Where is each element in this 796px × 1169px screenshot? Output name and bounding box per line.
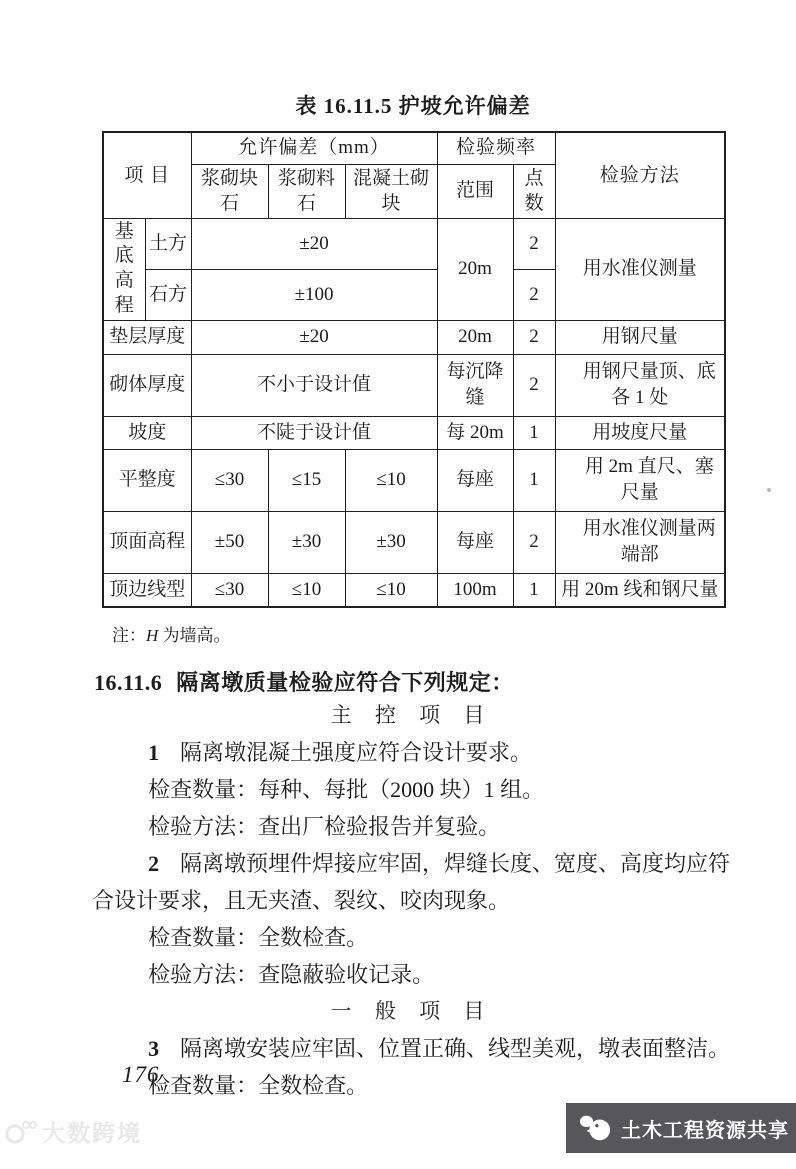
cell-topline-label: 顶边线型	[103, 573, 191, 607]
cell-masonry-method: 用钢尺量顶、底各 1 处	[555, 354, 725, 416]
header-deviation-group: 允许偏差（mm）	[191, 132, 437, 164]
item-1-check-count: 检查数量：每种、每批（2000 块）1 组。	[148, 777, 545, 803]
deviation-table	[102, 131, 726, 608]
cell-topline-dev2: ≤10	[268, 573, 345, 607]
header-dev-col-2: 浆砌料石	[268, 164, 345, 218]
cell-slope-points: 1	[513, 416, 555, 449]
cell-masonry-points: 2	[513, 354, 555, 416]
cell-base-sub-rock: 石方	[145, 269, 191, 320]
cell-base-points-earth: 2	[513, 218, 555, 269]
cell-base-dev-rock: ±100	[191, 269, 437, 320]
cell-topelev-points: 2	[513, 511, 555, 573]
dove-logo-icon	[576, 1112, 614, 1144]
header-range: 范围	[437, 164, 513, 218]
cell-cushion-points: 2	[513, 320, 555, 354]
header-frequency-group: 检验频率	[437, 132, 555, 164]
page-number: 176	[122, 1062, 160, 1087]
item-2-check-count: 检查数量：全数检查。	[148, 925, 369, 951]
item-2-text: 隔离墩预埋件焊接应牢固，焊缝长度、宽度、高度均应符合设计要求，且无夹渣、裂纹、咬肉现象。	[92, 851, 730, 914]
table-row-top-elev	[103, 511, 725, 573]
item-1-check-method: 检验方法：查出厂检验报告并复验。	[148, 814, 501, 840]
table-header-row-1	[103, 132, 725, 164]
watermark-logo-icon	[4, 1119, 38, 1145]
cell-topline-dev3: ≤10	[345, 573, 437, 607]
header-item: 项 目	[103, 132, 191, 218]
item-3	[92, 1030, 732, 1067]
header-method: 检验方法	[555, 132, 725, 218]
table-row-top-line	[103, 573, 725, 607]
cell-base-dev-earth: ±20	[191, 218, 437, 269]
table-row-flatness	[103, 449, 725, 511]
item-2-check-method: 检验方法：查隐蔽验收记录。	[148, 962, 435, 988]
cell-cushion-method: 用钢尺量	[555, 320, 725, 354]
cell-topline-points: 1	[513, 573, 555, 607]
cell-slope-dev: 不陡于设计值	[191, 416, 437, 449]
clause-number: 16.11.6	[94, 670, 163, 696]
cell-cushion-dev: ±20	[191, 320, 437, 354]
item-3-text: 隔离墩安装应牢固、位置正确、线型美观，墩表面整洁。	[179, 1036, 730, 1062]
table-row-cushion	[103, 320, 725, 354]
cell-base-points-rock: 2	[513, 269, 555, 320]
item-2	[92, 845, 732, 919]
header-dev-col-1: 浆砌块石	[191, 164, 268, 218]
table-caption: 表 16.11.5 护坡允许偏差	[295, 94, 531, 118]
header-points: 点数	[513, 164, 555, 218]
item-1-number: 1	[148, 740, 160, 766]
watermark-label: 大数跨境	[42, 1120, 142, 1146]
header-dev-col-3: 混凝土砌块	[345, 164, 437, 218]
cell-flatness-range: 每座	[437, 449, 513, 511]
note-variable-H: H	[146, 626, 159, 646]
cell-topelev-method: 用水准仪测量两端部	[555, 511, 725, 573]
cell-slope-label: 坡度	[103, 416, 191, 449]
cell-cushion-label: 垫层厚度	[103, 320, 191, 354]
master-items-heading: 主 控 项 目	[330, 703, 494, 728]
cell-slope-range: 每 20m	[437, 416, 513, 449]
table-row-base-earth	[103, 218, 725, 269]
scan-artifact-dot	[767, 488, 771, 492]
table-row-slope	[103, 416, 725, 449]
cell-topelev-label: 顶面高程	[103, 511, 191, 573]
cell-base-range: 20m	[437, 218, 513, 320]
cell-topline-method: 用 20m 线和钢尺量	[555, 573, 725, 607]
general-items-heading: 一 般 项 目	[330, 999, 494, 1024]
cell-base-label: 基底 高程	[103, 218, 145, 320]
item-1	[92, 734, 732, 771]
cell-base-sub-earth: 土方	[145, 218, 191, 269]
cell-flatness-dev1: ≤30	[191, 449, 268, 511]
cell-flatness-points: 1	[513, 449, 555, 511]
clause-title: 隔离墩质量检验应符合下列规定：	[176, 670, 514, 696]
item-3-number: 3	[148, 1036, 160, 1062]
brand-footer	[566, 1103, 796, 1153]
table-block	[102, 90, 724, 608]
cell-masonry-label: 砌体厚度	[103, 354, 191, 416]
cell-flatness-label: 平整度	[103, 449, 191, 511]
clause-heading	[94, 666, 732, 697]
table-row-masonry	[103, 354, 725, 416]
cell-topline-range: 100m	[437, 573, 513, 607]
cell-topelev-range: 每座	[437, 511, 513, 573]
cell-masonry-dev: 不小于设计值	[191, 354, 437, 416]
cell-topline-dev1: ≤30	[191, 573, 268, 607]
item-2-number: 2	[148, 851, 160, 877]
clause-body	[92, 697, 732, 1104]
cell-masonry-range: 每沉降缝	[437, 354, 513, 416]
cell-flatness-dev3: ≤10	[345, 449, 437, 511]
cell-topelev-dev2: ±30	[268, 511, 345, 573]
cell-base-method: 用水准仪测量	[555, 218, 725, 320]
cell-topelev-dev1: ±50	[191, 511, 268, 573]
cell-cushion-range: 20m	[437, 320, 513, 354]
brand-label: 土木工程资源共享	[621, 1119, 789, 1142]
cell-flatness-method: 用 2m 直尺、塞尺量	[555, 449, 725, 511]
cell-topelev-dev3: ±30	[345, 511, 437, 573]
table-note: 注：H 为墙高。	[112, 626, 231, 646]
item-1-text: 隔离墩混凝土强度应符合设计要求。	[179, 740, 532, 766]
item-3-check-count: 检查数量：全数检查。	[148, 1073, 369, 1099]
cell-slope-method: 用坡度尺量	[555, 416, 725, 449]
watermark	[4, 1115, 142, 1148]
page-content	[92, 90, 732, 1104]
cell-flatness-dev2: ≤15	[268, 449, 345, 511]
